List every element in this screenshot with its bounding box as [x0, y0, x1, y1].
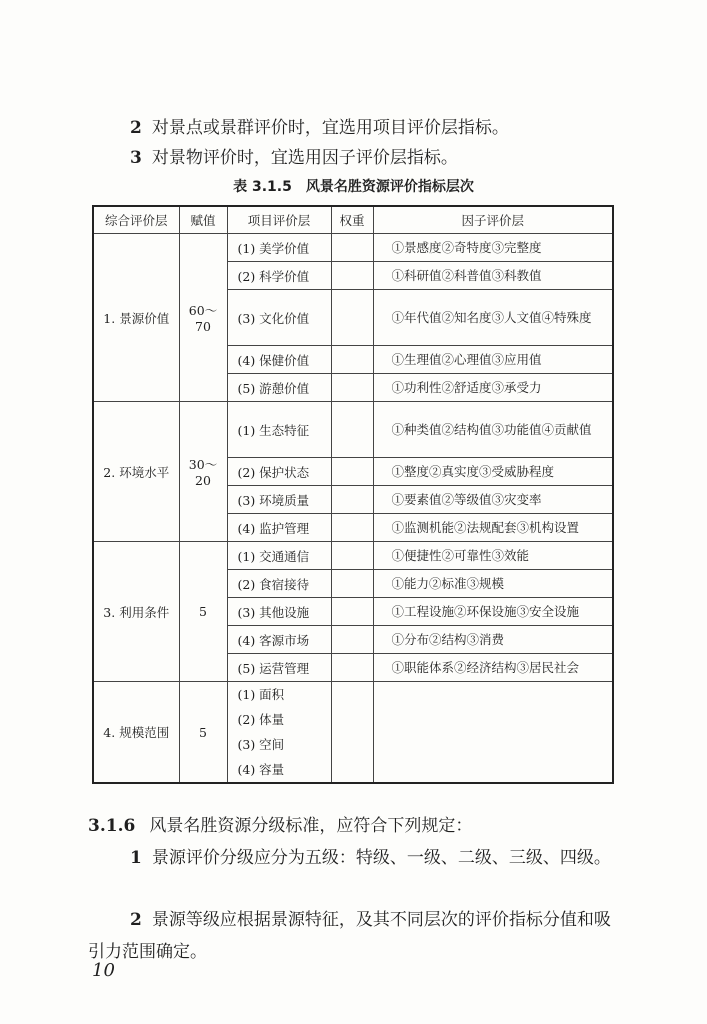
header-cell: 综合评价层 [93, 206, 179, 234]
category-cell: 3. 利用条件 [93, 542, 179, 682]
importance-cell [331, 374, 373, 402]
item-cell: (3) 环境质量 [227, 486, 331, 514]
section-3-1-6-clause-1 [88, 842, 618, 874]
weight-cell: 30～20 [179, 402, 227, 542]
paragraph-number: 2 [130, 910, 142, 930]
category-cell: 2. 环境水平 [93, 402, 179, 542]
item-cell: (2) 食宿接待 [227, 570, 331, 598]
importance-cell [331, 654, 373, 682]
table-caption [0, 176, 707, 196]
header-cell: 赋值 [179, 206, 227, 234]
paragraph-text: 景源等级应根据景源特征，及其不同层次的评价指标分值和吸引力范围确定。 [88, 910, 611, 962]
item-cell: (1) 美学价值 [227, 234, 331, 262]
factor-cell: ①生理值②心理值③应用值 [373, 346, 613, 374]
factor-cell: ①景感度②奇特度③完整度 [373, 234, 613, 262]
factor-cell: ①年代值②知名度③人文值④特殊度 [373, 290, 613, 346]
item-cell: (3) 文化价值 [227, 290, 331, 346]
factor-cell-empty [373, 682, 613, 784]
item-cell: (3) 空间 [237, 737, 285, 752]
paragraph-3 [130, 142, 660, 174]
item-cell-stack [227, 682, 331, 784]
importance-cell [331, 570, 373, 598]
importance-cell [331, 346, 373, 374]
paragraph-text: 对景物评价时，宜选用因子评价层指标。 [151, 148, 458, 168]
factor-cell: ①职能体系②经济结构③居民社会 [373, 654, 613, 682]
item-cell: (2) 科学价值 [227, 262, 331, 290]
factor-cell: ①种类值②结构值③功能值④贡献值 [373, 402, 613, 458]
importance-cell [331, 290, 373, 346]
item-cell: (5) 运营管理 [227, 654, 331, 682]
factor-cell: ①整度②真实度③受威胁程度 [373, 458, 613, 486]
header-cell: 权重 [331, 206, 373, 234]
paragraph-number: 2 [130, 118, 142, 138]
page-number: 10 [92, 960, 115, 981]
paragraph-number: 3 [130, 148, 142, 168]
paragraph-text: 景源评价分级应分为五级：特级、一级、二级、三级、四级。 [151, 848, 611, 868]
table-title: 风景名胜资源评价指标层次 [305, 179, 474, 195]
factor-cell: ①监测机能②法规配套③机构设置 [373, 514, 613, 542]
factor-cell: ①科研值②科普值③科教值 [373, 262, 613, 290]
importance-cell [331, 458, 373, 486]
paragraph-number: 1 [130, 848, 142, 868]
weight-cell: 5 [179, 542, 227, 682]
importance-cell [331, 542, 373, 570]
evaluation-index-table [92, 205, 614, 784]
item-cell: (1) 交通通信 [227, 542, 331, 570]
item-cell: (4) 容量 [237, 762, 285, 777]
item-cell: (4) 保健价值 [227, 346, 331, 374]
importance-cell [331, 514, 373, 542]
category-cell: 1. 景源价值 [93, 234, 179, 402]
table-header-row [93, 206, 613, 234]
header-cell: 因子评价层 [373, 206, 613, 234]
table-number: 表 3.1.5 [233, 179, 292, 195]
header-cell: 项目评价层 [227, 206, 331, 234]
factor-cell: ①便捷性②可靠性③效能 [373, 542, 613, 570]
item-cell: (1) 生态特征 [227, 402, 331, 458]
section-3-1-6-heading [88, 810, 618, 842]
factor-cell: ①要素值②等级值③灾变率 [373, 486, 613, 514]
item-cell: (5) 游憩价值 [227, 374, 331, 402]
item-cell: (2) 保护状态 [227, 458, 331, 486]
item-cell: (1) 面积 [237, 687, 285, 702]
importance-cell [331, 402, 373, 458]
factor-cell: ①分布②结构③消费 [373, 626, 613, 654]
table-row [93, 234, 613, 262]
item-cell: (2) 体量 [237, 712, 285, 727]
importance-cell [331, 262, 373, 290]
weight-cell: 60～70 [179, 234, 227, 402]
section-number: 3.1.6 [88, 816, 136, 836]
section-title: 风景名胜资源分级标准，应符合下列规定： [149, 816, 473, 836]
importance-cell [331, 626, 373, 654]
item-cell: (4) 客源市场 [227, 626, 331, 654]
item-cell: (4) 监护管理 [227, 514, 331, 542]
weight-cell: 5 [179, 682, 227, 784]
importance-cell [331, 682, 373, 784]
importance-cell [331, 486, 373, 514]
importance-cell [331, 598, 373, 626]
category-cell: 4. 规模范围 [93, 682, 179, 784]
paragraph-2 [130, 112, 660, 144]
table-row [93, 402, 613, 458]
table-row [93, 542, 613, 570]
section-3-1-6-clause-2 [88, 904, 618, 968]
importance-cell [331, 234, 373, 262]
table-row [93, 682, 613, 784]
factor-cell: ①功利性②舒适度③承受力 [373, 374, 613, 402]
factor-cell: ①工程设施②环保设施③安全设施 [373, 598, 613, 626]
paragraph-text: 对景点或景群评价时，宜选用项目评价层指标。 [151, 118, 509, 138]
item-cell: (3) 其他设施 [227, 598, 331, 626]
factor-cell: ①能力②标准③规模 [373, 570, 613, 598]
